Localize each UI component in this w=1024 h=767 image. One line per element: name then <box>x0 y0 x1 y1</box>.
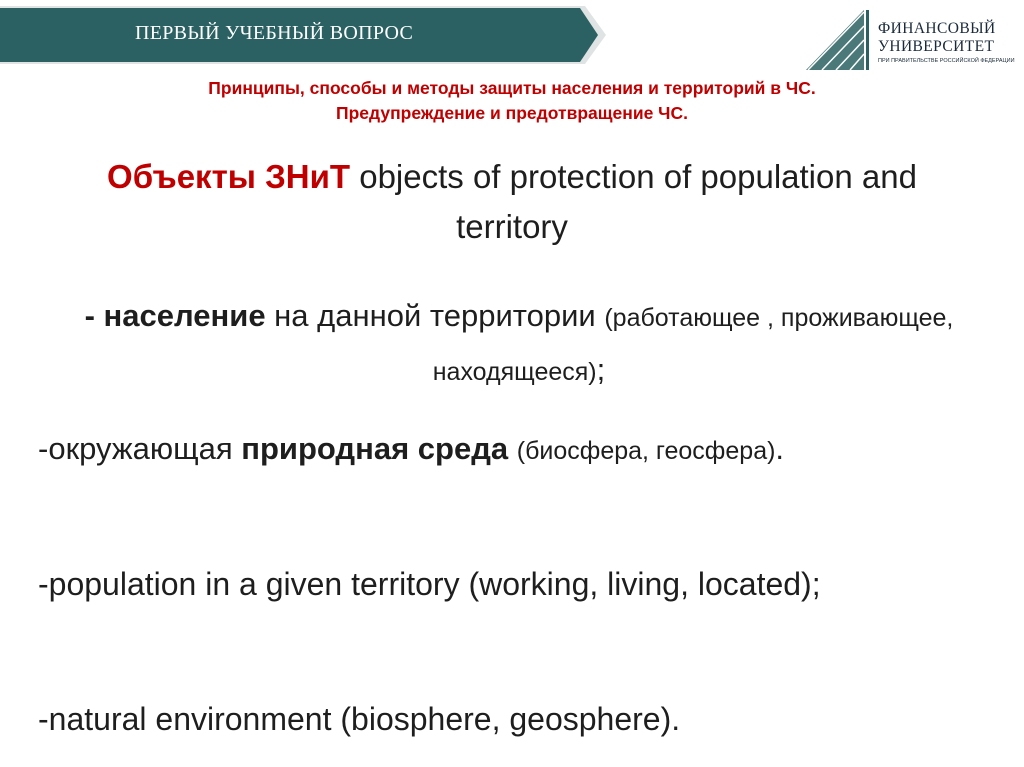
slide-subtitle <box>40 76 984 126</box>
p1-end: ; <box>596 352 606 387</box>
title-banner <box>0 6 606 64</box>
p1-text: на данной территории <box>265 298 605 333</box>
paragraph-environment <box>38 423 1000 477</box>
p2-space <box>508 431 517 466</box>
p2-small: (биосфера, геосфера) <box>516 437 776 465</box>
heading-red-part: Объекты ЗНиТ <box>107 158 351 195</box>
logo-subline: ПРИ ПРАВИТЕЛЬСТВЕ РОССИЙСКОЙ ФЕДЕРАЦИИ <box>878 58 1015 64</box>
slide-heading <box>90 152 934 252</box>
banner-title: ПЕРВЫЙ УЧЕБНЫЙ ВОПРОС <box>135 22 414 44</box>
university-logo <box>800 6 1015 72</box>
subtitle-line2: Предупреждение и предотвращение ЧС. <box>336 103 688 123</box>
university-logo-mark-icon <box>800 6 880 72</box>
p2-start: -окружающая <box>38 431 242 466</box>
heading-rest: objects of protection of population and territory <box>350 158 917 245</box>
paragraph-population <box>38 290 1000 398</box>
p2-bold: природная среда <box>241 431 509 466</box>
p1-bold: - население <box>84 298 266 333</box>
subtitle-line1: Принципы, способы и методы защиты населения и территорий в ЧС. <box>208 78 816 98</box>
paragraph-population-en: -population in a given territory (working, living, located); <box>38 566 821 602</box>
logo-text-line1: ФИНАНСОВЫЙ <box>878 20 996 37</box>
logo-text-line2: УНИВЕРСИТЕТ <box>878 38 995 55</box>
p2-end: . <box>775 431 785 466</box>
paragraph-environment-en: -natural environment (biosphere, geosphere). <box>38 701 681 737</box>
p1-small: (работающее , проживающее, находящееся) <box>432 304 954 386</box>
